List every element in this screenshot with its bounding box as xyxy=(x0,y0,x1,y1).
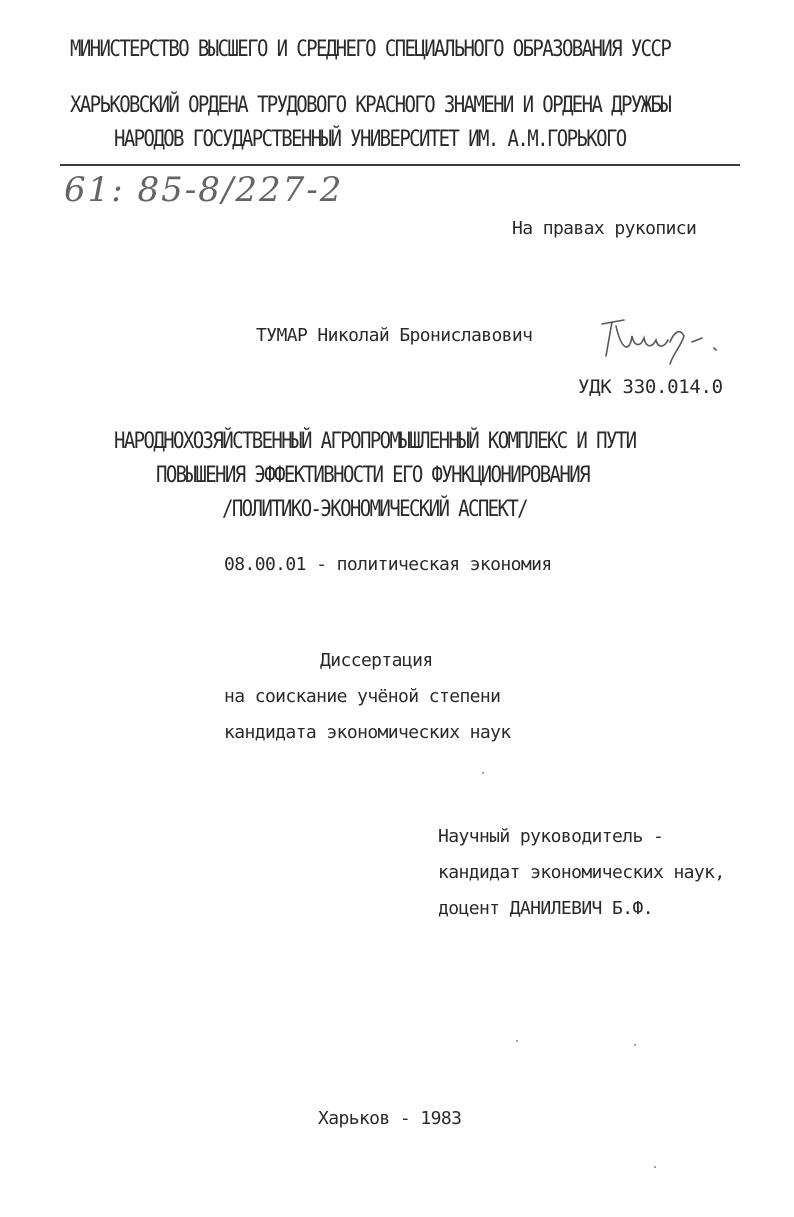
scan-speck xyxy=(634,1044,636,1046)
ministry-heading: МИНИСТЕРСТВО ВЫСШЕГО И СРЕДНЕГО СПЕЦИАЛЬНОГО ОБРАЗОВАНИЯ УССР xyxy=(70,36,671,62)
title-line1: НАРОДНОХОЗЯЙСТВЕННЫЙ АГРОПРОМЫШЛЕННЫЙ КОМПЛЕКС И ПУТИ xyxy=(114,428,636,454)
scan-speck xyxy=(516,1040,518,1042)
title-line2: ПОВЫШЕНИЯ ЭФФЕКТИВНОСТИ ЕГО ФУНКЦИОНИРОВАНИЯ xyxy=(156,462,589,488)
author-signature xyxy=(596,312,736,380)
supervisor-line2: кандидат экономических наук, xyxy=(438,862,725,883)
university-heading-line2: НАРОДОВ ГОСУДАРСТВЕННЫЙ УНИВЕРСИТЕТ ИМ. А.М.ГОРЬКОГО xyxy=(114,126,626,152)
scan-speck xyxy=(482,772,484,774)
supervisor-line3: доцент ДАНИЛЕВИЧ Б.Ф. xyxy=(438,898,653,919)
dissertation-line3: кандидата экономических наук xyxy=(224,722,511,743)
header-divider xyxy=(60,164,740,166)
manuscript-note: На правах рукописи xyxy=(512,218,697,239)
author-name: ТУМАР Николай Брониславович xyxy=(256,325,533,346)
udk-code: УДК 330.014.0 xyxy=(578,376,723,398)
catalog-stamp: 61: 85-8/227-2 xyxy=(64,170,344,210)
footer-place-year: Харьков - 1983 xyxy=(318,1108,462,1129)
specialty: 08.00.01 - политическая экономия xyxy=(224,554,552,575)
dissertation-line1: Диссертация xyxy=(320,650,433,671)
dissertation-line2: на соискание учёной степени xyxy=(224,686,501,707)
scan-speck xyxy=(654,1166,656,1168)
title-line3: /ПОЛИТИКО-ЭКОНОМИЧЕСКИЙ АСПЕКТ/ xyxy=(222,496,528,522)
signature-icon xyxy=(596,312,736,372)
supervisor-line1: Научный руководитель - xyxy=(438,826,664,847)
university-heading-line1: ХАРЬКОВСКИЙ ОРДЕНА ТРУДОВОГО КРАСНОГО ЗНАМЕНИ И ОРДЕНА ДРУЖБЫ xyxy=(70,92,671,118)
